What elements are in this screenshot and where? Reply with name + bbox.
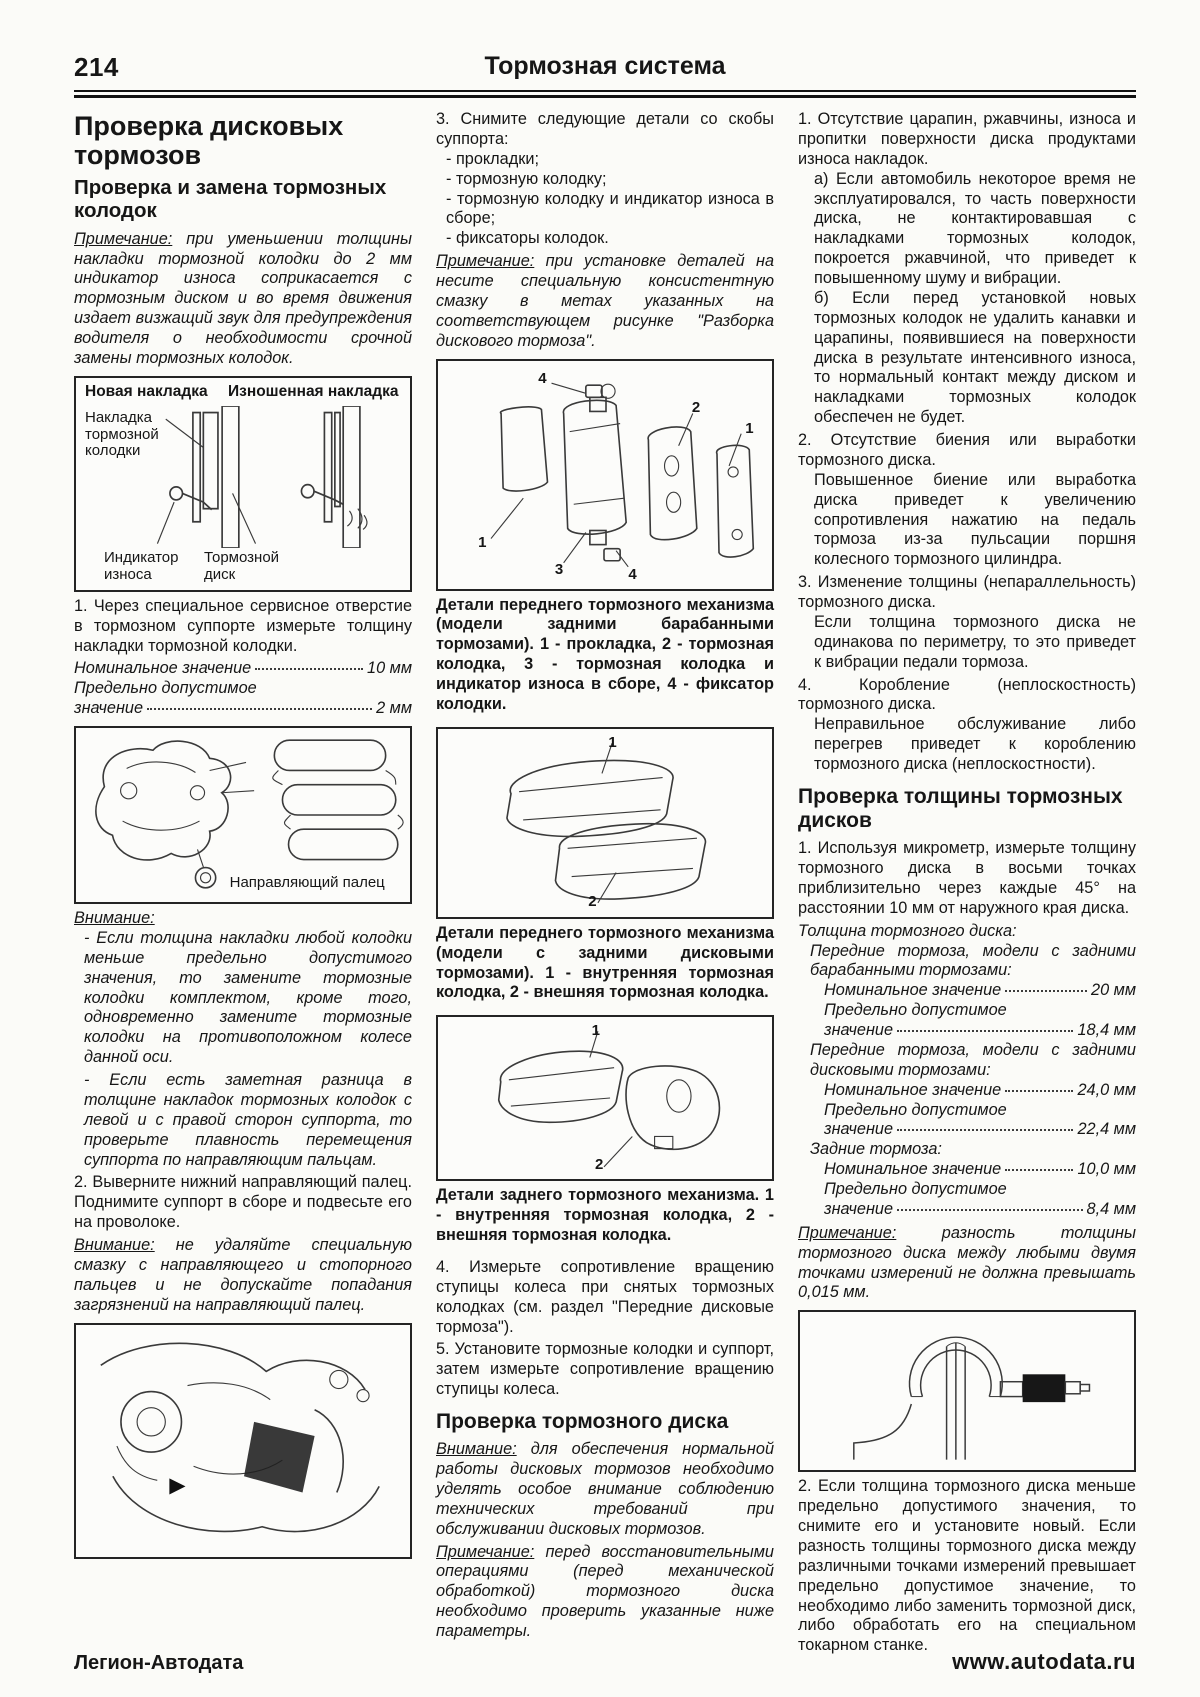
heading-disc-check: Проверка тормозного диска	[436, 1410, 729, 1433]
check-3-thickness-variation: 3. Изменение толщины (непараллельность) тормозного диска.	[798, 573, 1136, 611]
note-pad-wear: Примечание: при уменьшении толщины накладки тормозной колодки до 2 мм индикатор износа соприкасается с тормозным диском и во время движения издает визжащий звук для предупреждения водителя о необходимости срочной замены тормозных колодок.	[74, 229, 412, 367]
callout-1: 1	[745, 419, 754, 437]
pad-wear-figure	[74, 376, 412, 592]
spec-row: Номинальное значение 20 мм	[824, 981, 1136, 1000]
label-wear-indicator: Индикатор износа	[104, 549, 179, 583]
column-right	[798, 110, 1136, 1659]
warning-disc-service: Внимание: для обеспечения нормальной работы дисковых тормозов необходимо уделять особое внимание соблюдению технических требований при обслуживании дисковых тормозов.	[436, 1440, 774, 1538]
page-title: Тормозная система	[484, 52, 726, 80]
spec-row: Предельно допустимое	[824, 1100, 1007, 1119]
front-pads-figure	[436, 727, 774, 919]
spec-row: Предельно допустимое	[824, 1001, 1007, 1020]
dotted-leader	[1005, 1169, 1073, 1171]
front-brake-exploded-drawing	[438, 361, 772, 589]
step-4-measure-hub: 4. Измерьте сопротивление вращению ступицы колеса при снятых тормозных колодках (см. раздел "Передние дисковые тормоза").	[436, 1257, 774, 1336]
warning-item-1: - Если толщина накладки любой колодки меньше предельно допустимого значения, то замените тормозные колодки комплектом, кроме того, одновременно замените тормозные колодки на противоположном колесе данной оси.	[84, 928, 412, 1067]
warning-item-2: - Если есть заметная разница в толщине накладок тормозных колодок с левой и с правой сторон суппорта, то проверьте плавность перемещения суппорта по направляющим пальцам.	[84, 1071, 412, 1169]
micrometer-figure	[798, 1310, 1136, 1472]
dotted-leader	[147, 708, 372, 710]
micrometer-drawing	[800, 1312, 1134, 1470]
callout-2: 2	[691, 399, 701, 417]
warning-block-lead: Внимание:	[74, 909, 155, 928]
spec-row-limit-value: значение 2 мм	[74, 699, 412, 718]
dotted-leader	[1005, 990, 1087, 992]
front-pads-drawing	[438, 729, 772, 917]
callout-4: 4	[538, 369, 547, 387]
callout-inner-pad: 1	[608, 734, 617, 752]
label-worn-pad: Изношенная накладка	[228, 382, 399, 400]
caliper-disassembly-drawing	[76, 1325, 410, 1557]
callout-4b: 4	[628, 565, 637, 583]
step-2-remove-guide-pin: 2. Выверните нижний направляющий палец. Поднимите суппорт в сборе и подвесьте его на проволоке.	[74, 1173, 412, 1232]
step-3-remove-parts: 3. Снимите следующие детали со скобы суппорта:	[436, 110, 774, 148]
spec-row: значение 18,4 мм	[824, 1021, 1136, 1040]
check-4a-overheat: Неправильное обслуживание либо перегрев приведет к короблению тормозного диска (неплоскостности).	[814, 715, 1136, 773]
subheading-pad-check-replace: Проверка и замена тормозных колодок	[74, 175, 387, 222]
caption-rear-brake: Детали заднего тормозного механизма. 1 - внутренняя тормозная колодка, 2 - внешняя тормозная колодка.	[436, 1186, 774, 1244]
note-lead: Примечание:	[74, 229, 173, 248]
check-1-scratches: 1. Отсутствие царапин, ржавчины, износа и пропитки поверхности диска продуктами износа накладок.	[798, 110, 1136, 168]
spec-row: Номинальное значение 24,0 мм	[824, 1080, 1136, 1099]
front-brake-exploded-figure	[436, 359, 774, 591]
removed-item-pad-indicator: - тормозную колодку и индикатор износа в сборе;	[446, 189, 774, 228]
removed-item-gaskets: - прокладки;	[446, 149, 539, 168]
dotted-leader	[255, 668, 363, 670]
page-footer	[74, 1649, 1136, 1675]
dotted-leader	[897, 1209, 1082, 1211]
column-middle	[436, 110, 774, 1659]
spec-row-limit-title: Предельно допустимое	[74, 679, 257, 698]
step-2-replace-or-machine: 2. Если толщина тормозного диска меньше предельно допустимого значения, то снимите его и установите новый. Если разность толщины тормозного диска между различными точками измерений превышает предельно допустимое значение, то необходимо либо заменить тормозной диск, либо обработать его на специальном токарном станке.	[798, 1477, 1136, 1655]
removed-item-clips: - фиксаторы колодок.	[446, 229, 609, 248]
spec-heading: Толщина тормозного диска:	[798, 921, 1017, 940]
label-guide-pin: Направляющий палец	[229, 874, 385, 892]
check-4-warpage: 4. Коробление (неплоскостность) тормозного диска.	[798, 675, 1136, 714]
removed-item-pad: - тормозную колодку;	[446, 169, 607, 188]
warning-grease: Внимание: не удаляйте специальную смазку с направляющего и стопорного пальцев и не допускайте попадания загрязнений на направляющий палец.	[74, 1236, 412, 1314]
note-before-machining: Примечание: перед восстановительными операциями (перед механической обработкой) тормозного диска необходимо проверить указанные ниже параметры.	[436, 1542, 774, 1641]
spec-group-rear-title: Задние тормоза:	[810, 1140, 942, 1159]
note-grease-on-install: Примечание: при установке деталей на несите специальную консистентную смазку в метах указанных на соответствующем рисунке "Разборка дискового тормоза".	[436, 252, 774, 350]
publisher-site: www.autodata.ru	[952, 1649, 1136, 1674]
spec-row: Предельно допустимое	[824, 1180, 1007, 1199]
callout-3: 3	[554, 561, 564, 579]
note-thickness-difference: Примечание: разность толщины тормозного диска между любыми двумя точками измерений не должна превышать 0,015 мм.	[798, 1223, 1136, 1302]
spec-group-front-drum-title: Передние тормоза, модели с задними барабанными тормозами:	[810, 941, 1136, 980]
disc-thickness-spec-block	[798, 922, 1136, 1220]
page-header	[74, 52, 1136, 86]
check-2-runout: 2. Отсутствие биения или выработки тормозного диска.	[798, 431, 1136, 469]
callout-1b: 1	[478, 533, 487, 551]
spec-row: Номинальное значение 10,0 мм	[824, 1160, 1136, 1179]
label-brake-disc: Тормозной диск	[204, 549, 280, 583]
pad-wear-diagram	[76, 406, 410, 548]
dotted-leader	[1005, 1090, 1073, 1092]
check-2a-pulsation: Повышенное биение или выработка диска приведет к увеличению сопротивления нажатию на педаль тормоза из-за пульсации поршня колесного тормозного цилиндра.	[814, 470, 1136, 569]
caption-front-brake-disc-models: Детали переднего тормозного механизма (модели с задними дисковыми тормозами). 1 - внутренняя тормозная колодка, 2 - внешняя тормозная колодка.	[436, 923, 774, 1002]
content-columns	[74, 110, 1136, 1659]
spec-row: значение 22,4 мм	[824, 1120, 1136, 1139]
rear-pads-figure	[436, 1015, 774, 1181]
rear-pads-drawing	[438, 1017, 772, 1179]
spec-row: значение 8,4 мм	[824, 1199, 1136, 1218]
callout-outer-pad: 2	[588, 892, 597, 910]
page-number: 214	[74, 52, 119, 82]
section-heading-disc-brake-check: Проверка дисковых тормозов	[74, 111, 344, 170]
check-3a-vibration: Если толщина тормозного диска не одинакова по периметру, то это приведет к вибрации педали тормоза.	[814, 612, 1136, 671]
caption-front-brake-drum-models: Детали переднего тормозного механизма (модели задними барабанными тормозами). 1 - прокладка, 2 - тормозная колодка, 3 - тормозная колодка и индикатор износа в сборе, 4 - фиксатор колодки.	[436, 595, 774, 713]
dotted-leader	[897, 1030, 1073, 1032]
label-pad-lining: Накладка тормозной колодки	[85, 408, 159, 460]
step-1-micrometer: 1. Используя микрометр, измерьте толщину тормозного диска в восьми точках приблизительно через каждые 45° на расстоянии 10 мм от наружного края диска.	[798, 839, 1136, 917]
callout-rear-outer-pad: 2	[594, 1156, 604, 1174]
step-1-measure-lining: 1. Через специальное сервисное отверстие в тормозном суппорте измерьте толщину накладки тормозной колодки.	[74, 596, 412, 655]
callout-rear-inner-pad: 1	[591, 1022, 600, 1040]
lining-spec-block	[74, 659, 412, 719]
check-1b-grooves: б) Если перед установкой новых тормозных колодок не удалить канавки и царапины, появившиеся на поверхности диска в результате интенсивного износа, то нормальный контакт между диском и накладками тормозных колодок обеспечен не будет.	[814, 288, 1136, 427]
spec-row-nominal: Номинальное значение 10 мм	[74, 659, 412, 678]
publisher-name: Легион-Автодата	[74, 1652, 244, 1674]
header-rule	[74, 90, 1136, 98]
column-left	[74, 110, 412, 1659]
step-5-install-pads: 5. Установите тормозные колодки и суппорт, затем измерьте сопротивление вращению ступицы колеса.	[436, 1340, 774, 1399]
caliper-disassembly-figure	[74, 1323, 412, 1559]
caliper-guide-pin-figure	[74, 726, 412, 904]
dotted-leader	[897, 1129, 1073, 1131]
spec-group-front-disc-title: Передние тормоза, модели с задними дисковыми тормозами:	[810, 1040, 1136, 1079]
check-1a-rust: а) Если автомобиль некоторое время не эксплуатировался, то часть поверхности диска, не контактировавшая с накладками тормозных колодок, покроется ржавчиной, что приведет к повышенному шуму и вибрации.	[814, 169, 1136, 287]
label-new-pad: Новая накладка	[85, 382, 208, 400]
heading-disc-thickness-check: Проверка толщины тормозных дисков	[798, 784, 1123, 833]
